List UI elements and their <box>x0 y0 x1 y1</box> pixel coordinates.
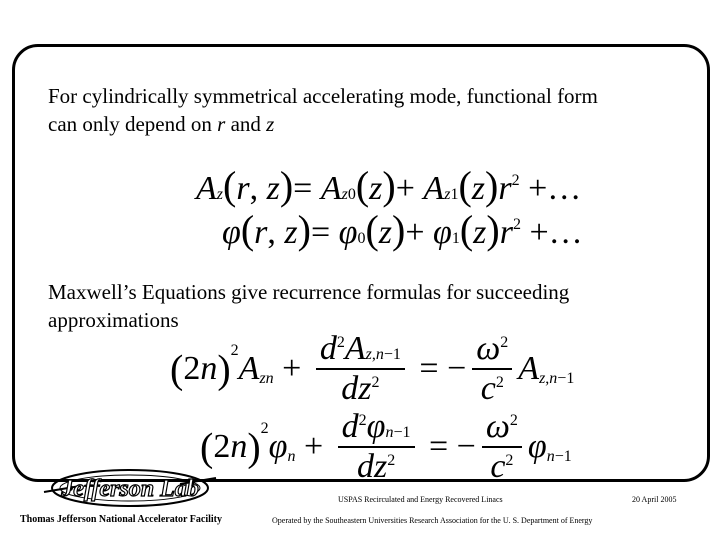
intro-line-2 <box>48 110 688 138</box>
svg-text:Jefferson Lab: Jefferson Lab <box>61 476 199 502</box>
fraction-d2A-dz2: $\frac{d2Az,n-1}{dz2}$ <box>316 330 405 408</box>
equation-az-expansion: Az(r, z)= Az0(z)+ Az1(z)r2 +… <box>196 163 582 208</box>
equation-az-recurrence: (2n)2Azn + $\frac{d2Az,n-1}{dz2}$ = − $\frac{\omega 2}{c2}$ Az,n−1 <box>170 330 575 407</box>
jefferson-lab-logo <box>40 462 220 512</box>
maxwell-paragraph <box>48 278 688 334</box>
jefferson-lab-logo-icon <box>40 462 220 512</box>
intro-r: r <box>217 112 226 136</box>
maxwell-line-2: approximations <box>48 308 179 332</box>
footer-course: USPAS Recirculated and Energy Recovered Linacs <box>338 495 503 504</box>
maxwell-line-1: Maxwell’s Equations give recurrence formulas for succeeding <box>48 280 570 304</box>
footer-lab-name: Thomas Jefferson National Accelerator Facility <box>20 514 222 525</box>
intro-line-2-prefix: can only depend on <box>48 112 218 136</box>
intro-z: z <box>266 112 275 136</box>
fraction-omega2-c2-phi: $\frac{\omega 2}{c2}$ <box>482 408 522 486</box>
footer-date: 20 April 2005 <box>632 495 677 504</box>
equation-phi-expansion: φ(r, z)= φ0(z)+ φ1(z)r2 +… <box>222 207 583 252</box>
fraction-d2phi-dz2: $\frac{d2\varphi n-1}{dz2}$ <box>338 408 415 486</box>
intro-and: and <box>225 112 267 136</box>
footer-operator: Operated by the Southeastern Universities Research Association for the U. S. Department of Energy <box>272 516 593 525</box>
intro-paragraph <box>48 82 688 138</box>
intro-line-1: For cylindrically symmetrical accelerating mode, functional form <box>48 84 598 108</box>
fraction-omega2-c2: $\frac{\omega 2}{c2}$ <box>472 330 512 408</box>
equation-phi-recurrence: (2n)2φn + $\frac{d2\varphi n-1}{dz2}$ = − $\frac{\omega 2}{c2}$ φn−1 <box>200 408 572 485</box>
